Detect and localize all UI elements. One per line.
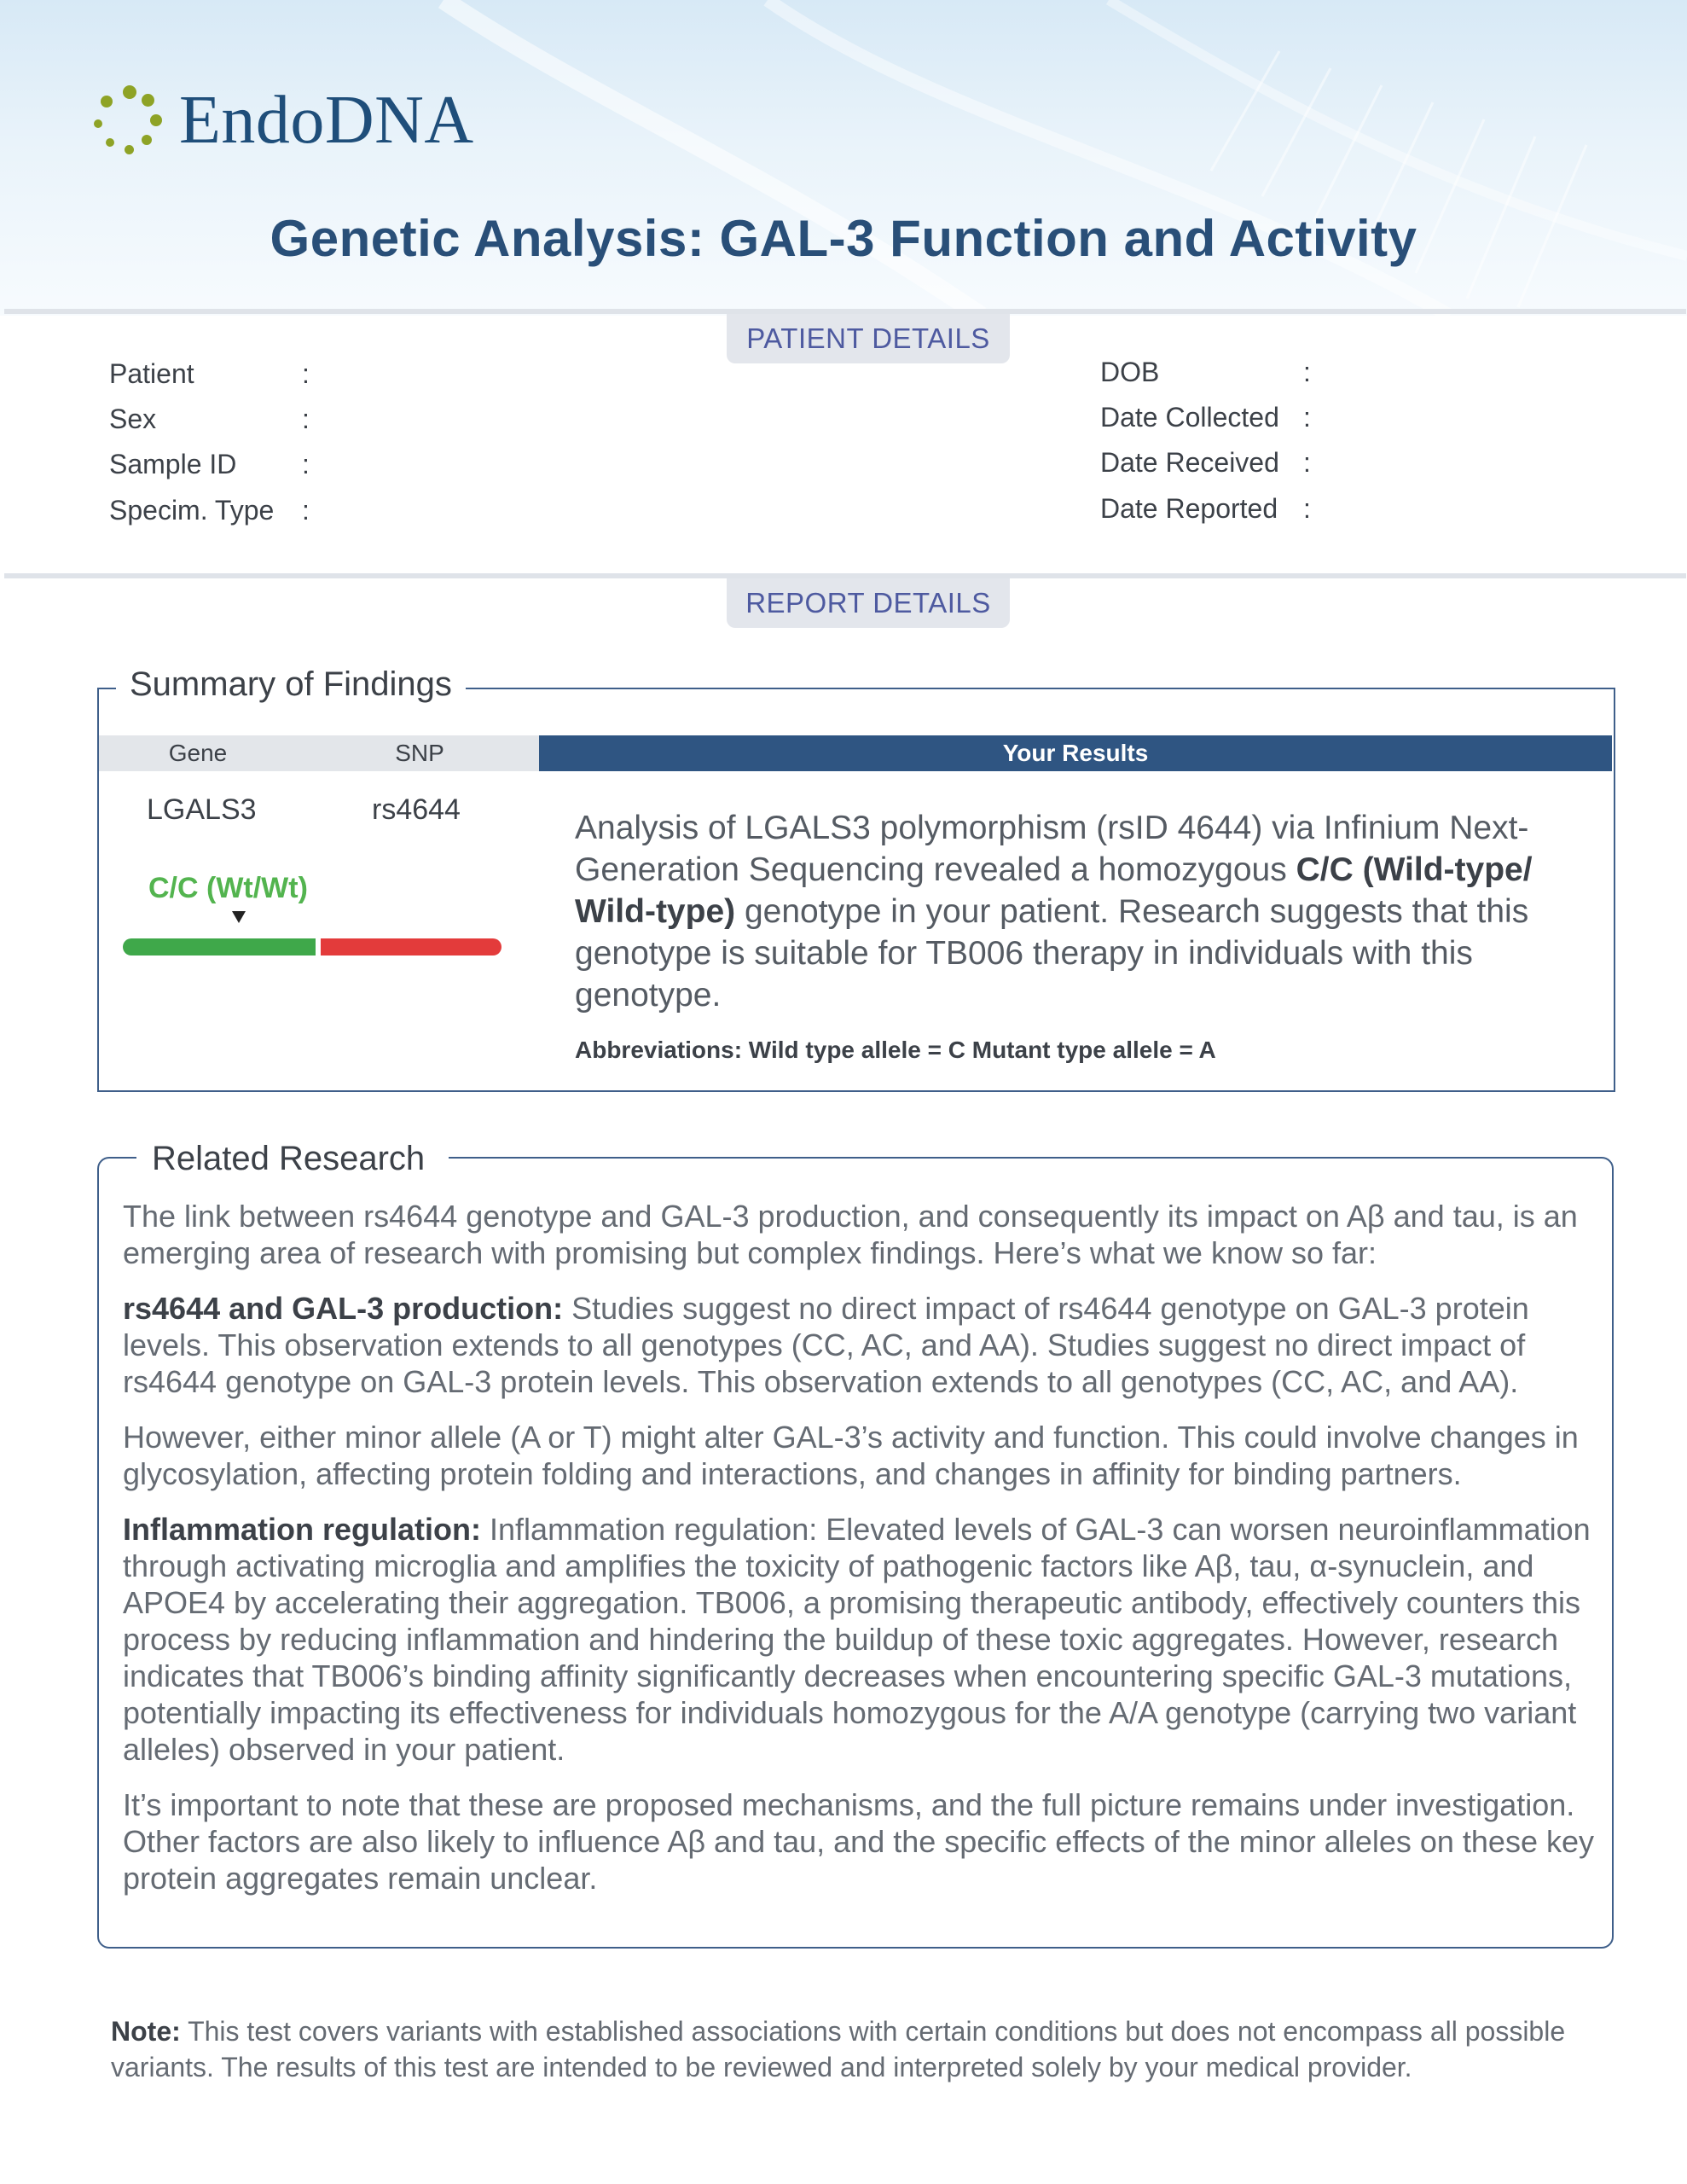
col-results-header: Your Results bbox=[1002, 740, 1149, 766]
footer-note bbox=[111, 2013, 1612, 2085]
mutant-type-bar bbox=[321, 938, 501, 956]
colon: : bbox=[1303, 447, 1311, 478]
research-heading: Related Research bbox=[136, 1140, 449, 1178]
wild-type-bar bbox=[123, 938, 316, 956]
colon: : bbox=[1303, 357, 1311, 387]
research-paragraph bbox=[123, 1290, 1598, 1400]
research-subheading: rs4644 and GAL-3 production: bbox=[123, 1291, 564, 1326]
research-text: Studies suggest no direct impact of rs4644 genotype on GAL-3 protein levels. This observation extends to all genotypes (CC, AC, and AA). Studies suggest no direct impact of rs4644 genotype on GAL-3 protein levels. This observation extends to all genotypes (CC, AC, and AA). bbox=[123, 1291, 1529, 1399]
field-patient-label: Patient bbox=[109, 358, 194, 389]
field-sample-id-label: Sample ID bbox=[109, 449, 237, 479]
col-gene-header: Gene bbox=[168, 740, 228, 766]
colon: : bbox=[302, 495, 310, 526]
research-paragraph bbox=[123, 1511, 1598, 1768]
genotype-marker-icon bbox=[232, 911, 246, 923]
field-specimen-type-label: Specim. Type bbox=[109, 495, 275, 526]
genotype-value: C/C (Wt/Wt) bbox=[148, 872, 308, 904]
field-date-reported-label: Date Reported bbox=[1100, 493, 1278, 524]
field-sex-label: Sex bbox=[109, 404, 157, 434]
colon: : bbox=[302, 404, 310, 434]
result-description bbox=[575, 807, 1539, 1016]
gene-value: LGALS3 bbox=[147, 793, 257, 826]
colon: : bbox=[302, 449, 310, 479]
field-date-collected-label: Date Collected bbox=[1100, 402, 1279, 433]
colon: : bbox=[1303, 493, 1311, 524]
research-subheading: Inflammation regulation: bbox=[123, 1512, 482, 1547]
colon: : bbox=[302, 358, 310, 389]
research-paragraph: However, either minor allele (A or T) might alter GAL-3’s activity and function. This could involve changes in glycosylation, affecting protein folding and interactions, and changes in affinity for binding partners. bbox=[123, 1420, 1579, 1491]
field-dob-label: DOB bbox=[1100, 357, 1160, 387]
research-paragraph: It’s important to note that these are proposed mechanisms, and the full picture remains under investigation. Other factors are also likely to influence Aβ and tau, and the specific effects of the minor alleles on these key protein aggregates remain unclear. bbox=[123, 1787, 1594, 1896]
research-text: Inflammation regulation: Elevated levels of GAL-3 can worsen neuroinflammation through activating microglia and amplifies the toxicity of pathogenic factors like Aβ, tau, α-synuclein, and APOE4 by accelerating their aggregation. TB006, a promising therapeutic antibody, effectively counters this process by reducing inflammation and hindering the buildup of these toxic aggregates. However, research indicates that TB006’s binding affinity significantly decreases when encountering specific GAL-3 mutations, potentially impacting its effectiveness for individuals homozygous for the A/A genotype (carrying two variant alleles) observed in your patient. bbox=[123, 1512, 1591, 1767]
snp-value: rs4644 bbox=[372, 793, 461, 826]
col-snp-header: SNP bbox=[395, 740, 444, 766]
report-details-tab: REPORT DETAILS bbox=[727, 578, 1010, 628]
brand-name: EndoDNA bbox=[179, 83, 474, 158]
research-content bbox=[123, 1198, 1598, 1915]
colon: : bbox=[1303, 402, 1311, 433]
field-date-received-label: Date Received bbox=[1100, 447, 1279, 478]
brand-logo bbox=[89, 82, 474, 160]
summary-heading: Summary of Findings bbox=[116, 665, 466, 704]
result-text-part: Analysis of LGALS3 polymorphism (rsID 4644) via Infinium Next-Generation Sequencing revealed a homozygous bbox=[575, 810, 1529, 888]
research-intro: The link between rs4644 genotype and GAL-3 production, and consequently its impact on Aβ and tau, is an emerging area of research with promising but complex findings. Here’s what we know so far: bbox=[123, 1199, 1578, 1270]
note-text: This test covers variants with established associations with certain conditions but does not encompass all possible variants. The results of this test are intended to be reviewed and interpreted solely by your medical provider. bbox=[111, 2016, 1566, 2082]
abbreviations: Abbreviations: Wild type allele = C Mutant type allele = A bbox=[575, 1037, 1216, 1063]
note-label: Note: bbox=[111, 2016, 181, 2047]
result-genotype-bold: C/C (Wild-type/ Wild-type) bbox=[575, 851, 1533, 930]
result-text-part: genotype in your patient. Research suggests that this genotype is suitable for TB006 therapy in individuals with this genotype. bbox=[575, 893, 1529, 1014]
patient-details-tab: PATIENT DETAILS bbox=[727, 314, 1010, 363]
logo-dots-icon bbox=[89, 84, 164, 159]
page-title: Genetic Analysis: GAL-3 Function and Activity bbox=[270, 210, 1417, 267]
